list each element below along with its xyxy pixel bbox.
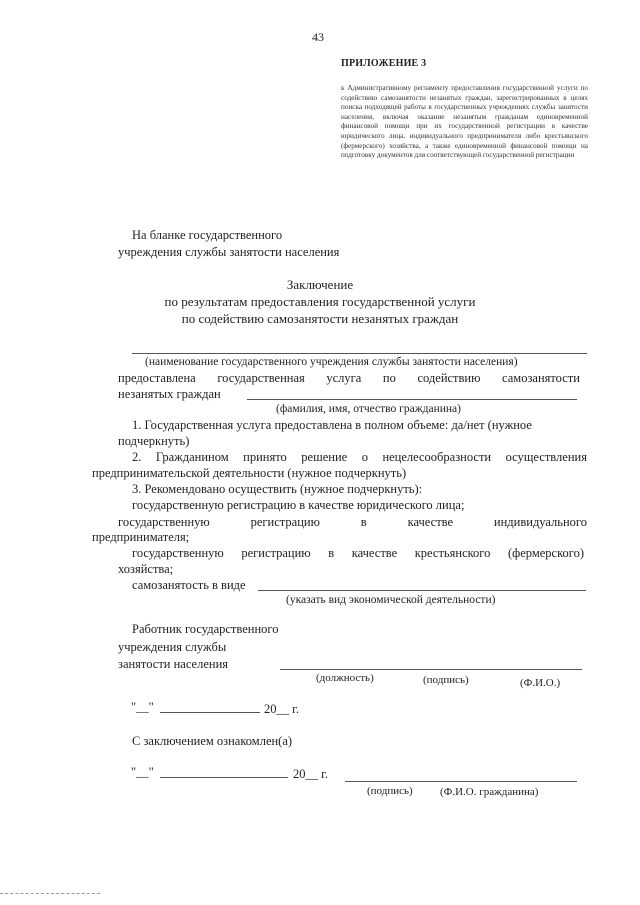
reg-legal-entity: государственную регистрацию в качестве юридического лица; <box>132 498 465 512</box>
appendix-title: ПРИЛОЖЕНИЕ 3 <box>341 58 427 69</box>
item-2-line-1 <box>132 450 587 465</box>
word: индивидуального <box>493 515 587 529</box>
provided-line <box>118 371 580 386</box>
page-number: 43 <box>312 30 324 44</box>
word: в <box>360 515 367 529</box>
word: по <box>382 371 396 385</box>
reg-ip-line-2: предпринимателя; <box>92 530 190 544</box>
ack-date-quote: "__" <box>131 765 154 779</box>
item-2-line-2: предпринимательской деятельности (нужное подчеркнуть) <box>92 466 407 480</box>
institution-blank-line <box>132 353 587 354</box>
date-year: 20__ г. <box>264 702 299 716</box>
word: Гражданином <box>155 450 229 464</box>
worker-line-1: Работник государственного <box>132 622 279 636</box>
word: государственную <box>132 546 224 560</box>
scan-edge-mark <box>0 893 100 894</box>
item-3: 3. Рекомендовано осуществить (нужное подчеркнуть): <box>132 482 423 496</box>
word: самозанятости <box>502 371 580 385</box>
word: нецелесообразности <box>382 450 492 464</box>
word: качестве <box>351 546 398 560</box>
word: качестве <box>407 515 454 529</box>
word: в <box>328 546 335 560</box>
activity-caption: (указать вид экономической деятельности) <box>286 594 496 606</box>
word: услуга <box>326 371 362 385</box>
ack-fio-caption: (Ф.И.О. гражданина) <box>440 786 539 798</box>
date-quote: "__" <box>131 700 154 714</box>
word: решение <box>301 450 348 464</box>
activity-line <box>258 590 586 591</box>
citizens-label: незанятых граждан <box>118 387 221 401</box>
word: принято <box>243 450 287 464</box>
word: (фермерского) <box>507 546 584 560</box>
acknowledged-title: С заключением ознакомлен(а) <box>132 734 293 748</box>
worker-line-3: занятости населения <box>118 657 229 671</box>
word: регистрацию <box>241 546 311 560</box>
fio-caption-worker: (Ф.И.О.) <box>520 677 561 689</box>
ack-month-line <box>160 777 288 778</box>
word: 2. <box>132 450 142 464</box>
worker-signature-line <box>280 669 582 670</box>
word: государственную <box>118 515 210 529</box>
doc-title: Заключение <box>286 277 354 292</box>
item-1-line-1: 1. Государственная услуга предоставлена в полном объеме: да/нет (нужное <box>132 418 532 432</box>
reg-farm-line-1 <box>132 546 584 561</box>
ack-signature-line <box>345 781 577 782</box>
appendix-text: к Административному регламенту предоставления государственной услуги по содействию самозанятости незанятых граждан, зарегистрированных в целях поиска подходящей работы в государственных учреждениях службы занятости населения, включая оказание незанятым гражданам единовременной финансовой помощи при их государственной регистрации в качестве юридического лица, индивидуального предпринимателя либо крестьянского (фермерского) хозяйства, а также единовременной финансовой помощи на подготовку документов для соответствующей государственной регистрации <box>341 84 588 160</box>
blank-line-2: учреждения службы занятости населения <box>118 245 340 259</box>
word: крестьянского <box>414 546 491 560</box>
blank-line-1: На бланке государственного <box>132 228 283 242</box>
fio-caption: (фамилия, имя, отчество гражданина) <box>276 403 461 415</box>
date-month-line <box>160 712 260 713</box>
ack-year: 20__ г. <box>293 767 328 781</box>
item-1-line-2: подчеркнуть) <box>118 434 190 448</box>
doc-subtitle-2: по содействию самозанятости незанятых граждан <box>181 311 459 326</box>
word: регистрацию <box>250 515 320 529</box>
word: осуществления <box>505 450 587 464</box>
self-employment-label: самозанятость в виде <box>132 578 246 592</box>
word: предоставлена <box>118 371 196 385</box>
word: содействию <box>417 371 481 385</box>
worker-line-2: учреждения службы <box>118 640 227 654</box>
citizen-name-line <box>247 399 577 400</box>
signature-caption: (подпись) <box>423 674 469 686</box>
institution-caption: (наименование государственного учреждения службы занятости населения) <box>145 356 518 368</box>
ack-signature-caption: (подпись) <box>367 785 413 797</box>
doc-subtitle-1: по результатам предоставления государственной услуги <box>164 294 476 309</box>
reg-ip-line-1 <box>118 515 587 530</box>
position-caption: (должность) <box>316 672 374 684</box>
reg-farm-line-2: хозяйства; <box>118 562 174 576</box>
word: государственная <box>217 371 305 385</box>
word: о <box>361 450 368 464</box>
